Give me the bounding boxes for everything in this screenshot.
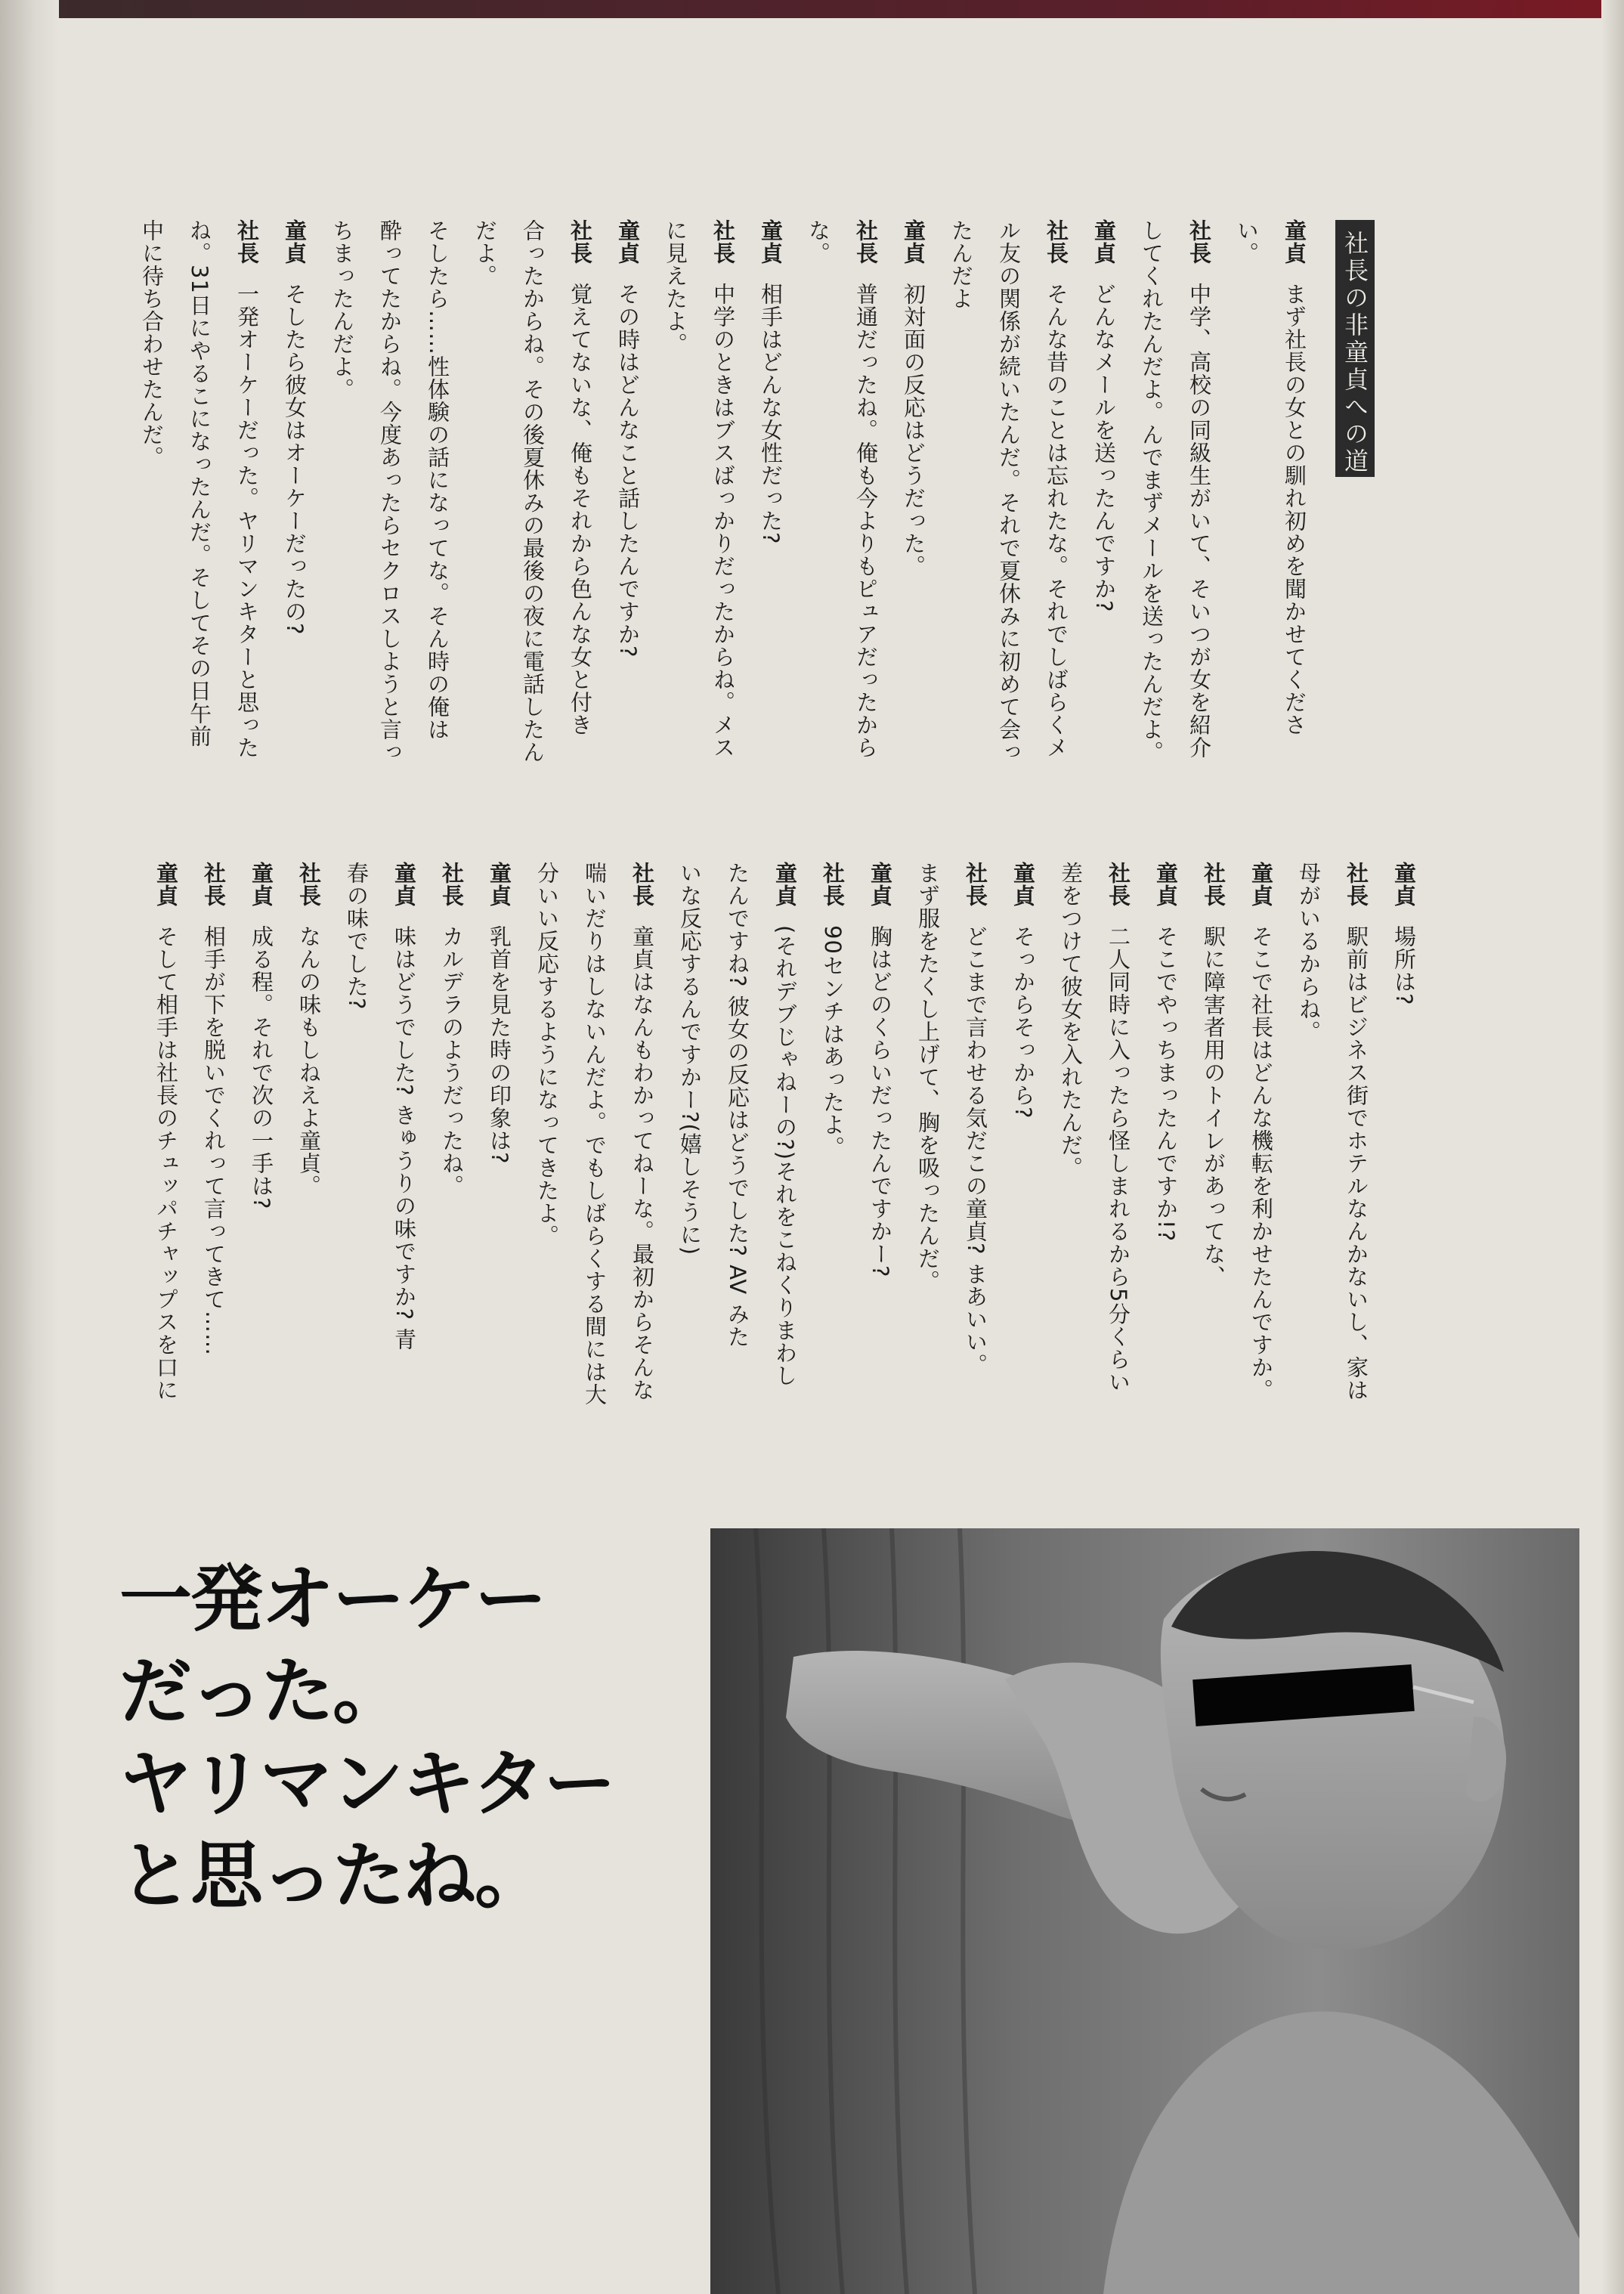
pull-quote-headline bbox=[119, 1553, 709, 1922]
dialogue-line bbox=[318, 219, 366, 854]
speaker-label: 社長 bbox=[296, 862, 322, 907]
dialogue-text: そっからそっから? bbox=[1010, 925, 1036, 1119]
dialogue-line bbox=[699, 219, 747, 854]
dialogue-text: な。 bbox=[806, 219, 831, 265]
speaker-label: 童貞 bbox=[1391, 862, 1417, 907]
dialogue-text: 駅前はビジネス街でホテルなんかないし、家は bbox=[1344, 925, 1369, 1401]
dialogue-line bbox=[128, 219, 175, 854]
dialogue-line bbox=[1128, 219, 1175, 854]
speaker-label: 童貞 bbox=[758, 219, 784, 265]
dialogue-line bbox=[856, 862, 904, 1504]
dialogue-line bbox=[651, 219, 699, 854]
speaker-label: 社長 bbox=[234, 219, 260, 265]
dialogue-text: そして相手は社長のチュッパチャップスを口に bbox=[153, 925, 179, 1401]
speaker-label: 社長 bbox=[710, 219, 736, 265]
speaker-label: 童貞 bbox=[249, 862, 274, 907]
dialogue-text: 合ったからね。その後夏休みの最後の夜に電話したん bbox=[520, 219, 546, 763]
speaker-label: 社長 bbox=[1106, 862, 1131, 907]
speaker-label: 童貞 bbox=[1153, 862, 1179, 907]
interview-photo bbox=[710, 1528, 1579, 2294]
headline-line: 一発オーケー bbox=[119, 1557, 546, 1642]
dialogue-text: (それデブじゃねーの?)それをこねくりまわし bbox=[772, 925, 798, 1388]
dialogue-text: 童貞はなんもわかってねーな。最初からそんな bbox=[629, 925, 655, 1401]
dialogue-line bbox=[999, 862, 1047, 1504]
dialogue-line bbox=[747, 219, 794, 854]
dialogue-text: 90センチはあったよ。 bbox=[820, 925, 846, 1159]
dialogue-text: 駅に障害者用のトイレがあってな、 bbox=[1201, 925, 1227, 1288]
dialogue-line bbox=[1223, 219, 1270, 854]
dialogue-text: ね。31日にやるこになったんだ。そしてその日午前 bbox=[187, 219, 212, 748]
dialogue-line bbox=[237, 862, 285, 1504]
dialogue-line bbox=[475, 862, 523, 1504]
dialogue-line bbox=[951, 862, 999, 1504]
dialogue-text: い。 bbox=[1234, 219, 1260, 265]
dialogue-text: 中学、高校の同級生がいて、そいつが女を紹介 bbox=[1186, 283, 1212, 759]
dialogue-text: 中学のときはブスばっかりだったからね。メス bbox=[710, 283, 736, 759]
dialogue-text: そしたら……性体験の話になってな。そん時の俺は bbox=[425, 219, 450, 741]
dialogue-text: 二人同時に入ったら怪しまれるから5分くらい bbox=[1106, 925, 1131, 1394]
dialogue-text: まず社長の女との馴れ初めを聞かせてくださ bbox=[1282, 283, 1307, 736]
dialogue-text: 覚えてないな、俺もそれから色んな女と付き bbox=[568, 283, 593, 736]
dialogue-line bbox=[271, 219, 318, 854]
dialogue-line bbox=[761, 862, 809, 1504]
dialogue-text: してくれたんだよ。んでまずメールを送ったんだよ。 bbox=[1139, 219, 1165, 763]
speaker-label: 社長 bbox=[963, 862, 988, 907]
speaker-label: 童貞 bbox=[1282, 219, 1307, 265]
speaker-label: 童貞 bbox=[1248, 862, 1274, 907]
dialogue-text: 差をつけて彼女を入れたんだ。 bbox=[1058, 862, 1084, 1179]
dialogue-text: そんな昔のことは忘れたな。それでしばらくメ bbox=[1044, 283, 1069, 759]
speaker-label: 童貞 bbox=[615, 219, 641, 265]
dialogue-line bbox=[1047, 862, 1094, 1504]
speaker-label: 社長 bbox=[568, 219, 593, 265]
dialogue-line bbox=[618, 862, 666, 1504]
dialogue-text: そしたら彼女はオーケーだったの? bbox=[282, 283, 308, 636]
dialogue-line bbox=[413, 219, 461, 854]
dialogue-text: なんの味もしねえよ童貞。 bbox=[296, 925, 322, 1197]
dialogue-text: 一発オーケーだった。ヤリマンキターと思った bbox=[234, 283, 260, 759]
dialogue-text: 春の味でした? bbox=[344, 862, 370, 1011]
dialogue-line bbox=[1270, 219, 1318, 854]
page-spine-shadow bbox=[0, 0, 59, 2294]
speaker-label: 社長 bbox=[1186, 219, 1212, 265]
speaker-label: 童貞 bbox=[868, 862, 893, 907]
headline-line: ヤリマンキター bbox=[119, 1741, 615, 1826]
speaker-label: 社長 bbox=[1044, 219, 1069, 265]
photo-illustration bbox=[710, 1528, 1579, 2294]
dialogue-text: カルデラのようだったね。 bbox=[439, 925, 465, 1197]
dialogue-line bbox=[794, 219, 842, 854]
dialogue-line bbox=[142, 862, 190, 1504]
dialogue-line bbox=[937, 219, 985, 854]
dialogue-text: その時はどんなこと話したんですか? bbox=[615, 283, 641, 658]
speaker-label: 童貞 bbox=[487, 862, 512, 907]
dialogue-text: だよ。 bbox=[472, 219, 498, 287]
speaker-label: 社長 bbox=[201, 862, 227, 907]
dialogue-text: ちまったんだよ。 bbox=[329, 219, 355, 401]
dialogue-text: 胸はどのくらいだったんですかー? bbox=[868, 925, 893, 1278]
speaker-label: 社長 bbox=[439, 862, 465, 907]
dialogue-text: たんですね? 彼女の反応はどうでした? AV みた bbox=[725, 862, 750, 1348]
speaker-label: 社長 bbox=[1201, 862, 1227, 907]
dialogue-line bbox=[1332, 862, 1380, 1504]
dialogue-text: いな反応するんですかー?(嬉しそうに) bbox=[677, 862, 703, 1256]
dialogue-line bbox=[175, 219, 223, 854]
dialogue-line bbox=[842, 219, 889, 854]
dialogue-text: たんだよ bbox=[948, 219, 974, 310]
dialogue-text: 味はどうでした? きゅうりの味ですか? 青 bbox=[391, 925, 417, 1351]
dialogue-line bbox=[1094, 862, 1142, 1504]
dialogue-text: どこまで言わせる気だこの童貞? まあいい。 bbox=[963, 925, 988, 1376]
dialogue-text: そこで社長はどんな機転を利かせたんですか。 bbox=[1248, 925, 1274, 1401]
speaker-label: 童貞 bbox=[901, 219, 926, 265]
dialogue-line bbox=[223, 219, 271, 854]
interview-column-upper bbox=[128, 219, 1318, 854]
dialogue-text: 酔ってたからね。今度あったらセクロスしようと言っ bbox=[377, 219, 403, 763]
speaker-label: 童貞 bbox=[772, 862, 798, 907]
dialogue-line bbox=[461, 219, 509, 854]
dialogue-line bbox=[1237, 862, 1285, 1504]
dialogue-line bbox=[428, 862, 475, 1504]
speaker-label: 社長 bbox=[853, 219, 879, 265]
dialogue-line bbox=[1285, 862, 1332, 1504]
dialogue-line bbox=[556, 219, 604, 854]
headline-line: だった。 bbox=[119, 1649, 404, 1734]
top-color-band bbox=[0, 0, 1624, 18]
dialogue-line bbox=[713, 862, 761, 1504]
dialogue-line bbox=[366, 219, 413, 854]
dialogue-text: 分いい反応するようになってきたよ。 bbox=[534, 862, 560, 1247]
dialogue-text: どんなメールを送ったんですか? bbox=[1091, 283, 1117, 613]
dialogue-text: 相手はどんな女性だった? bbox=[758, 283, 784, 545]
dialogue-line bbox=[1032, 219, 1080, 854]
speaker-label: 社長 bbox=[629, 862, 655, 907]
dialogue-text: に見えたよ。 bbox=[663, 219, 688, 355]
dialogue-line bbox=[1175, 219, 1223, 854]
dialogue-line bbox=[985, 219, 1032, 854]
dialogue-text: まず服をたくし上げて、胸を吸ったんだ。 bbox=[915, 862, 941, 1293]
interview-column-lower bbox=[142, 862, 1428, 1504]
dialogue-line bbox=[571, 862, 618, 1504]
dialogue-text: そこでやっちまったんですか!? bbox=[1153, 925, 1179, 1243]
dialogue-line bbox=[889, 219, 937, 854]
dialogue-text: 成る程。それで次の一手は? bbox=[249, 925, 274, 1210]
dialogue-line bbox=[190, 862, 237, 1504]
page-edge-shadow bbox=[1601, 0, 1624, 2294]
dialogue-line bbox=[904, 862, 951, 1504]
dialogue-line bbox=[380, 862, 428, 1504]
dialogue-line bbox=[1080, 219, 1128, 854]
speaker-label: 童貞 bbox=[153, 862, 179, 907]
dialogue-line bbox=[1189, 862, 1237, 1504]
dialogue-line bbox=[604, 219, 651, 854]
dialogue-line bbox=[523, 862, 571, 1504]
headline-line: と思ったね。 bbox=[119, 1834, 546, 1918]
dialogue-text: ル友の関係が続いたんだ。それで夏休みに初めて会っ bbox=[996, 219, 1022, 763]
dialogue-line bbox=[666, 862, 713, 1504]
section-heading: 社長の非童貞への道 bbox=[1335, 220, 1375, 477]
dialogue-text: 場所は? bbox=[1391, 925, 1417, 1006]
speaker-label: 社長 bbox=[1344, 862, 1369, 907]
dialogue-line bbox=[285, 862, 333, 1504]
dialogue-text: 母がいるからね。 bbox=[1296, 862, 1322, 1043]
dialogue-line bbox=[333, 862, 380, 1504]
speaker-label: 童貞 bbox=[1010, 862, 1036, 907]
dialogue-text: 中に待ち合わせたんだ。 bbox=[139, 219, 165, 469]
dialogue-text: 乳首を見た時の印象は? bbox=[487, 925, 512, 1165]
speaker-label: 童貞 bbox=[391, 862, 417, 907]
dialogue-line bbox=[509, 219, 556, 854]
dialogue-line bbox=[1142, 862, 1189, 1504]
dialogue-text: 初対面の反応はどうだった。 bbox=[901, 283, 926, 577]
speaker-label: 童貞 bbox=[282, 219, 308, 265]
dialogue-text: 相手が下を脱いでくれって言ってきて…… bbox=[201, 925, 227, 1356]
dialogue-line bbox=[1380, 862, 1428, 1504]
dialogue-line bbox=[809, 862, 856, 1504]
speaker-label: 童貞 bbox=[1091, 219, 1117, 265]
speaker-label: 社長 bbox=[820, 862, 846, 907]
dialogue-text: 喘いだりはしないんだよ。でもしばらくする間には大 bbox=[582, 862, 608, 1406]
dialogue-text: 普通だったね。俺も今よりもピュアだったから bbox=[853, 283, 879, 759]
